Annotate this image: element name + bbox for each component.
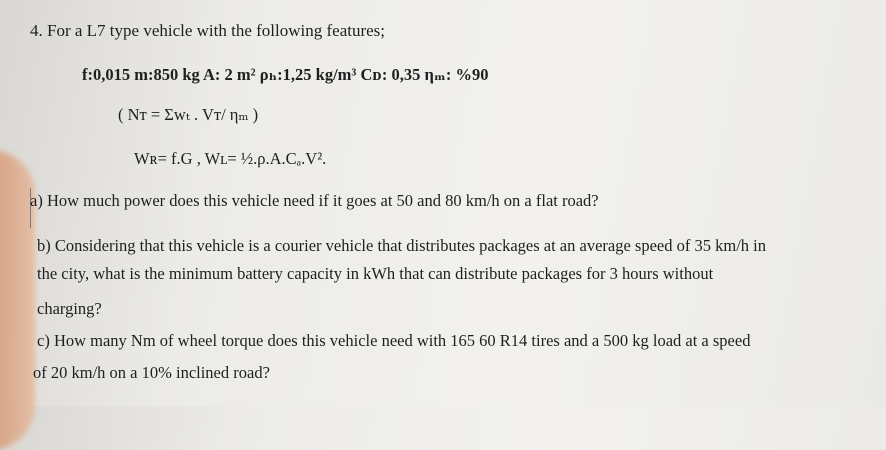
problem-title: 4. For a L7 type vehicle with the following features; xyxy=(30,21,386,40)
question-c-line-1: c) How many Nm of wheel torque does this vehicle need with 165 60 R14 tires and a 500 kg load at a speed xyxy=(37,331,751,350)
vehicle-parameters: f:0,015 m:850 kg A: 2 m² ρₕ:1,25 kg/m³ Cᴅ: 0,35 ηₘ: %90 xyxy=(82,65,489,84)
question-c-line-2: of 20 km/h on a 10% inclined road? xyxy=(33,363,270,382)
question-b-line-3: charging? xyxy=(37,299,102,318)
formula-power: ( Nᴛ = Σwₜ . Vᴛ/ ηₘ ) xyxy=(118,105,259,124)
question-b-line-1: b) Considering that this vehicle is a courier vehicle that distributes packages at an average speed of 35 km/h in xyxy=(37,236,766,255)
question-a: a) How much power does this vehicle need if it goes at 50 and 80 km/h on a flat road? xyxy=(30,191,599,210)
formula-resistances: Wʀ= f.G , Wʟ= ½.ρ.A.Cₐ.V². xyxy=(134,149,327,168)
question-b-line-2: the city, what is the minimum battery capacity in kWh that can distribute packages for 3 hours without xyxy=(37,264,714,283)
